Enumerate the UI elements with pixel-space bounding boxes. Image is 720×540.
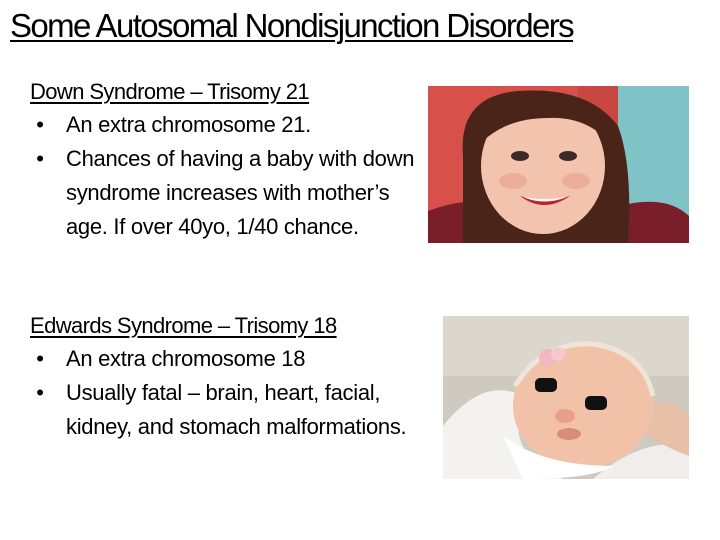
down-syndrome-photo [428, 86, 689, 243]
edwards-syndrome-photo [443, 316, 689, 479]
bullet-dot: • [36, 380, 44, 405]
bullet-dot: • [36, 112, 44, 137]
edwards-syndrome-bullet-list [30, 342, 440, 444]
bullet-text: An extra chromosome 21. [66, 112, 311, 137]
bullet-text: An extra chromosome 18 [66, 346, 306, 371]
bullet-text: Chances of having a baby with down syndrome increases with mother’s age. If over 40yo, 1/40 chance. [66, 146, 415, 239]
bullet-item [30, 342, 440, 376]
edwards-syndrome-heading: Edwards Syndrome – Trisomy 18 [30, 313, 337, 338]
down-syndrome-section [30, 75, 420, 244]
bullet-item [30, 142, 420, 244]
bullet-dot: • [36, 346, 44, 371]
slide-title: Some Autosomal Nondisjunction Disorders [10, 7, 574, 44]
bullet-item [30, 108, 420, 142]
bullet-dot: • [36, 146, 44, 171]
edwards-syndrome-section [30, 309, 440, 444]
bullet-item [30, 376, 440, 444]
down-syndrome-bullet-list [30, 108, 420, 244]
bullet-text: Usually fatal – brain, heart, facial, kidney, and stomach malformations. [66, 380, 407, 439]
down-syndrome-heading: Down Syndrome – Trisomy 21 [30, 79, 310, 104]
